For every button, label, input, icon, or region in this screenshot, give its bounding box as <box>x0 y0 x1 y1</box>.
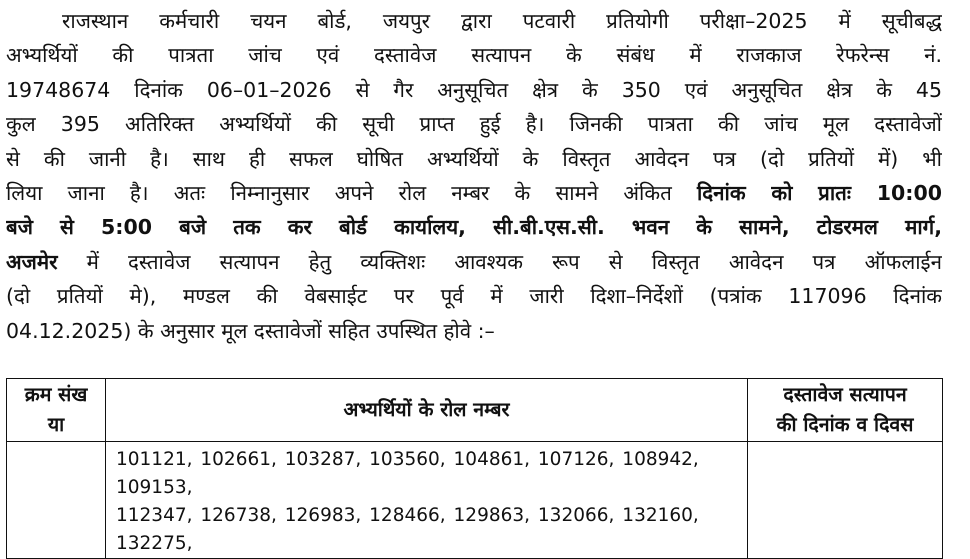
serial-cell <box>7 442 106 559</box>
roll-number-table <box>6 378 943 559</box>
notice-text: राजस्थान कर्मचारी चयन बोर्ड, जयपुर द्वारा पटवारी प्रतियोगी परीक्षा–2025 में सूचीबद्ध <box>62 9 942 33</box>
notice-line-9 <box>6 279 942 313</box>
notice-text: लिया जाना है। अतः निम्नानुसार अपने रोल नम्बर के सामने अंकित <box>6 180 697 205</box>
notice-line-4 <box>6 107 942 141</box>
header-date-line-1: दस्तावेज सत्यापन <box>783 383 907 406</box>
notice-text: (दो प्रतियों मे), मण्डल की वेबसाईट पर पूर्व में जारी दिशा–निर्देशों (पत्रांक 117096 दिनांक <box>6 284 942 309</box>
notice-text-bold: दिनांक को प्रातः 10:00 <box>696 180 942 205</box>
date-cell <box>748 442 943 559</box>
header-roll-label: अभ्यर्थियों के रोल नम्बर <box>343 398 510 421</box>
header-serial-line-2: या <box>47 413 65 436</box>
header-roll-numbers <box>106 379 748 442</box>
roll-numbers-cell <box>106 442 748 559</box>
notice-line-1 <box>6 4 942 38</box>
notice-text-bold: बजे से 5:00 बजे तक कर बोर्ड कार्यालय, सी.बी.एस.सी. भवन के सामने, टोडरमल मार्ग, <box>6 215 942 240</box>
notice-paragraph <box>6 4 942 348</box>
header-serial-number <box>7 379 106 442</box>
header-date-line-2: की दिनांक व दिवस <box>776 413 914 436</box>
table-header-row <box>7 379 943 442</box>
notice-text: 04.12.2025) के अनुसार मूल दस्तावेजों सहित उपस्थित होवे :– <box>6 318 495 343</box>
roll-numbers-line-2: 112347, 126738, 126983, 128466, 129863, 132066, 132160, 132275, <box>116 505 699 554</box>
notice-line-3 <box>6 73 942 107</box>
roll-numbers-line-1: 101121, 102661, 103287, 103560, 104861, 107126, 108942, 109153, <box>116 449 699 498</box>
header-serial-line-1: क्रम संख <box>24 383 88 406</box>
notice-line-10 <box>6 314 942 348</box>
notice-text: में दस्तावेज सत्यापन हेतु व्यक्तिशः आवश्यक रूप से विस्तृत आवेदन पत्र ऑफलाईन <box>57 249 942 274</box>
notice-line-6 <box>6 176 942 210</box>
notice-line-5 <box>6 142 942 176</box>
notice-text: 19748674 दिनांक 06–01–2026 से गैर अनुसूचित क्षेत्र के 350 एवं अनुसूचित क्षेत्र के 45 <box>6 77 942 102</box>
notice-line-2 <box>6 38 942 72</box>
header-verification-date <box>748 379 943 442</box>
notice-text: से की जानी है। साथ ही सफल घोषित अभ्यर्थियों के विस्तृत आवेदन पत्र (दो प्रतियों में) भी <box>6 146 942 171</box>
notice-text: कुल 395 अतिरिक्त अभ्यर्थियों की सूची प्राप्त हुई है। जिनकी पात्रता की जांच मूल दस्तावेजों <box>6 112 942 137</box>
table-row <box>7 442 943 559</box>
notice-text: अभ्यर्थियों की पात्रता जांच एवं दस्तावेज सत्यापन के संबंध में राजकाज रेफरेन्स नं. <box>6 43 942 68</box>
notice-line-7 <box>6 210 942 244</box>
notice-text-bold: अजमेर <box>6 249 58 274</box>
notice-line-8 <box>6 245 942 279</box>
